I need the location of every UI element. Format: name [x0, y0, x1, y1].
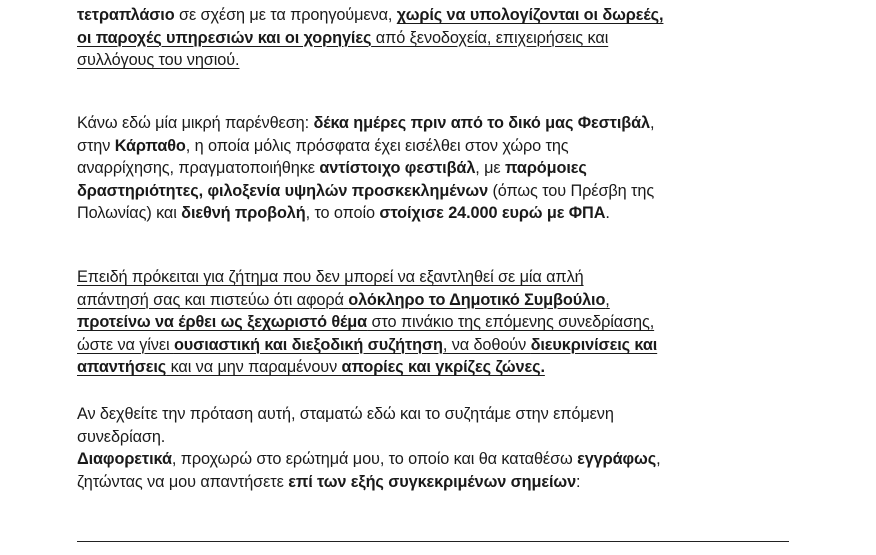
text-line: [77, 135, 837, 158]
text-segment: οι παροχές υπηρεσιών και οι χορηγίες: [77, 28, 372, 47]
text-line: [77, 403, 837, 426]
text-segment: επί των εξής συγκεκριμένων σημείων: [288, 472, 577, 491]
text-segment: διεθνή προβολή: [181, 204, 306, 223]
paragraph-2: [77, 112, 837, 225]
text-segment: ολόκληρο το Δημοτικό Συμβούλιο: [348, 290, 606, 309]
text-line: [77, 448, 837, 471]
text-line: [77, 311, 837, 334]
text-line: [77, 334, 837, 357]
text-segment: Κάρπαθο: [114, 136, 186, 155]
text-line: [77, 27, 837, 50]
text-segment: χωρίς να υπολογίζονται οι δωρεές,: [396, 6, 664, 24]
text-segment: ουσιαστική και διεξοδική συζήτηση: [173, 335, 443, 354]
text-segment: ,: [605, 290, 610, 309]
text-segment: απορίες και γκρίζες ζώνες.: [341, 358, 545, 377]
text-line: [77, 202, 837, 225]
text-line: [77, 157, 837, 180]
text-segment: παρόμοιες: [505, 159, 587, 178]
text-segment: :: [576, 472, 581, 491]
text-segment: από ξενοδοχεία, επιχειρήσεις και: [371, 28, 609, 47]
text-segment: απάντησή σας και πιστεύω ότι αφορά: [77, 290, 349, 309]
text-line: [77, 112, 837, 135]
text-segment: στο πινάκιο της επόμενης συνεδρίασης,: [367, 313, 655, 332]
text-segment: Κάνω εδώ μία μικρή παρένθεση:: [77, 114, 314, 132]
text-segment: , η οποία μόλις πρόσφατα έχει εισέλθει στον χώρο της: [185, 136, 569, 155]
text-segment: .: [605, 204, 610, 223]
text-segment: συλλόγους του νησιού.: [77, 51, 240, 70]
text-segment: Πολωνίας) και: [77, 204, 182, 223]
text-segment: προτείνω να έρθει ως ξεχωριστό θέμα: [77, 313, 368, 332]
text-segment: , με: [475, 159, 505, 178]
text-segment: Επειδή πρόκειται για ζήτημα που δεν μπορεί να εξαντληθεί σε μία απλή: [77, 268, 584, 286]
text-line: [77, 356, 837, 379]
paragraph-3: [77, 266, 837, 379]
text-segment: διευκρινίσεις και: [530, 335, 658, 354]
text-segment: στοίχισε 24.000 ευρώ με ΦΠΑ: [379, 204, 606, 223]
text-segment: σε σχέση με τα προηγούμενα,: [174, 6, 397, 24]
text-line: [77, 426, 837, 449]
text-line: [77, 49, 837, 72]
paragraph-4: [77, 403, 837, 493]
bottom-rule: [77, 541, 789, 542]
text-segment: στην: [77, 136, 115, 155]
text-segment: εγγράφως: [577, 450, 657, 469]
text-segment: συνεδρίαση.: [77, 427, 166, 446]
text-line: [77, 180, 837, 203]
text-line: [77, 4, 837, 27]
text-segment: τετραπλάσιο: [77, 6, 175, 24]
text-segment: ζητώντας να μου απαντήσετε: [77, 472, 289, 491]
text-segment: , να δοθούν: [442, 335, 531, 354]
text-segment: ώστε να γίνει: [77, 335, 174, 354]
text-segment: ,: [656, 450, 661, 469]
text-line: [77, 471, 837, 494]
text-line: [77, 289, 837, 312]
text-segment: Αν δεχθείτε την πρόταση αυτή, σταματώ εδώ και το συζητάμε στην επόμενη: [77, 405, 614, 423]
text-segment: , προχωρώ στο ερώτημά μου, το οποίο και θα καταθέσω: [171, 450, 578, 469]
text-segment: αναρρίχησης, πραγματοποιήθηκε: [77, 159, 320, 178]
text-segment: ,: [649, 114, 655, 132]
text-segment: δραστηριότητες, φιλοξενία υψηλών προσκεκλημένων: [77, 181, 489, 200]
text-segment: δέκα ημέρες πριν από το δικό μας Φεστιβάλ: [313, 114, 650, 132]
text-line: [77, 266, 837, 289]
text-segment: , το οποίο: [305, 204, 380, 223]
paragraph-1: [77, 4, 837, 72]
text-segment: αντίστοιχο φεστιβάλ: [319, 159, 476, 178]
text-segment: Διαφορετικά: [77, 450, 172, 469]
text-segment: (όπως του Πρέσβη της: [488, 181, 655, 200]
text-segment: απαντήσεις: [77, 358, 167, 377]
text-segment: και να μην παραμένουν: [166, 358, 342, 377]
